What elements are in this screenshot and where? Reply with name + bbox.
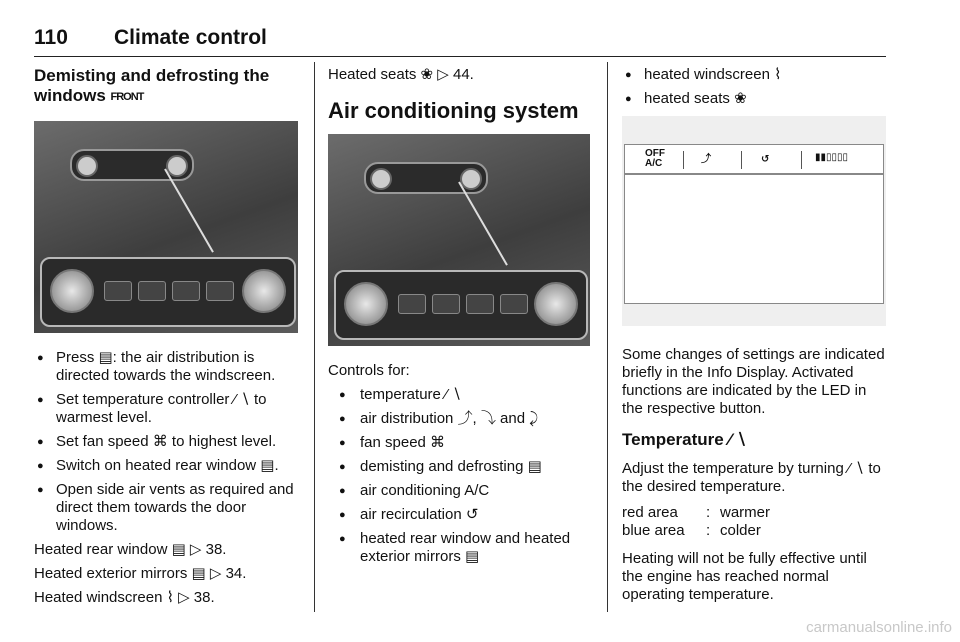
- column-divider: [314, 62, 315, 612]
- dashboard-photo: [328, 134, 590, 346]
- section-heading: Demisting and defrosting the windows FRONT: [34, 66, 270, 105]
- cross-reference: Heated exterior mirrors ▤ ▷ 34.: [34, 565, 247, 582]
- table-key: red area: [622, 504, 678, 521]
- separator: [801, 151, 802, 169]
- watermark: carmanualsonline.info: [806, 619, 952, 636]
- air-distribution-icon: ⤴: [701, 154, 711, 165]
- photo-knob: [76, 155, 98, 177]
- list-item: ● air distribution ⤴, ⤵ and ⤸: [328, 410, 596, 428]
- bullet-list: [622, 66, 888, 108]
- list-item: ● temperature ⁄ ∖: [328, 386, 596, 404]
- section-heading: Temperature ⁄ ∖: [622, 430, 748, 449]
- controls-list: [328, 386, 596, 566]
- panel-button: [138, 281, 166, 301]
- panel-button: [432, 294, 460, 314]
- chapter-title: Climate control: [114, 26, 267, 49]
- table-key: blue area: [622, 522, 685, 539]
- cross-reference: Heated windscreen ⌇ ▷ 38.: [34, 589, 215, 606]
- list-item: ● Set fan speed ⌘ to highest level.: [34, 433, 300, 451]
- table-row: red area : warmer: [622, 504, 771, 521]
- cross-reference: Heated rear window ▤ ▷ 38.: [34, 541, 227, 558]
- page-number: 110: [34, 26, 68, 49]
- separator: [683, 151, 684, 169]
- column-divider: [607, 62, 608, 612]
- panel-button: [398, 294, 426, 314]
- panel-button: [500, 294, 528, 314]
- display-body: [624, 174, 884, 304]
- separator: [741, 151, 742, 169]
- list-item: ● air recirculation ↺: [328, 506, 596, 524]
- panel-button: [466, 294, 494, 314]
- dashboard-photo: [34, 121, 298, 333]
- paragraph: Some changes of settings are indicated briefly in the Info Display. Activated functions are indicated by the LED in the respective button.: [622, 346, 885, 417]
- list-item: ● heated rear window and heated exterior mirrors ▤: [328, 530, 596, 566]
- paragraph: Heating will not be fully effective until the engine has reached normal operating temperature.: [622, 550, 867, 603]
- photo-callout-line: [164, 169, 214, 253]
- list-item: ● air conditioning A/C: [328, 482, 596, 500]
- display-status-bar: [624, 144, 884, 174]
- photo-knob: [370, 168, 392, 190]
- list-item: ● Switch on heated rear window ▤.: [34, 457, 300, 475]
- panel-button: [104, 281, 132, 301]
- photo-upper-panel: [364, 162, 488, 194]
- fan-knob: [242, 269, 286, 313]
- ac-off-indicator: OFF A/C: [645, 148, 665, 169]
- list-item: ● Press ▤: the air distribution is directed towards the windscreen.: [34, 349, 300, 385]
- list-item: ● heated seats ❀: [622, 90, 888, 108]
- photo-control-panel: [40, 257, 296, 327]
- page-header: [34, 26, 886, 57]
- list-item: ● demisting and defrosting ▤: [328, 458, 596, 476]
- list-item: ● Open side air vents as required and direct them towards the door windows.: [34, 481, 300, 535]
- table-value: warmer: [720, 504, 771, 521]
- fan-speed-bar-icon: ▮▮▯▯▯▯: [815, 152, 849, 163]
- temperature-knob: [344, 282, 388, 326]
- photo-upper-panel: [70, 149, 194, 181]
- temperature-knob: [50, 269, 94, 313]
- panel-button: [172, 281, 200, 301]
- info-display-illustration: [622, 116, 886, 326]
- photo-control-panel: [334, 270, 588, 340]
- table-row: blue area : colder: [622, 522, 761, 539]
- fan-knob: [534, 282, 578, 326]
- photo-callout-line: [458, 182, 508, 266]
- column-right: [622, 62, 888, 604]
- front-defrost-icon: FRONT: [110, 91, 144, 103]
- bullet-list: [34, 349, 300, 535]
- table-value: colder: [720, 522, 761, 539]
- temperature-table: [622, 504, 888, 540]
- controls-label: Controls for:: [328, 362, 410, 379]
- column-middle: [328, 62, 596, 572]
- column-left: [34, 62, 300, 607]
- section-heading: Air conditioning system: [328, 98, 579, 123]
- recirculation-icon: ↺: [761, 154, 770, 165]
- paragraph: Adjust the temperature by turning ⁄ ∖ to the desired temperature.: [622, 460, 881, 495]
- cross-reference: Heated seats ❀ ▷ 44.: [328, 66, 474, 83]
- list-item: ● fan speed ⌘: [328, 434, 596, 452]
- panel-button: [206, 281, 234, 301]
- list-item: ● Set temperature controller ⁄ ∖ to warmest level.: [34, 391, 300, 427]
- list-item: ● heated windscreen ⌇: [622, 66, 888, 84]
